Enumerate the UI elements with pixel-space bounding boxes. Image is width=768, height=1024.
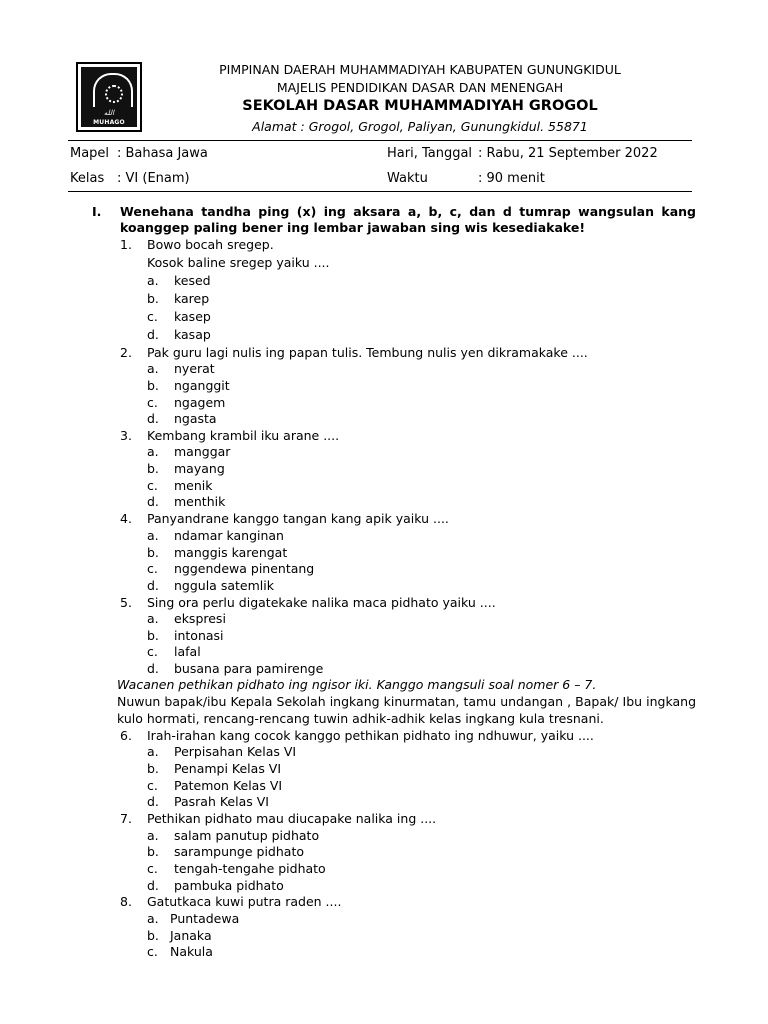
passage-line2: kulo hormati, rencang-rencang tuwin adhik-adhik kelas ingkang kula tresnani. <box>117 711 604 726</box>
option-letter: a. <box>147 911 159 926</box>
option-letter: a. <box>147 611 159 626</box>
option-text: sarampunge pidhato <box>174 844 304 859</box>
option-text: nganggit <box>174 378 230 393</box>
option-text: busana para pamirenge <box>174 661 324 676</box>
option-letter: d. <box>147 327 159 342</box>
school-address: Alamat : Grogol, Grogol, Paliyan, Gunungkidul. 55871 <box>252 119 588 134</box>
option-text: Pasrah Kelas VI <box>174 794 269 809</box>
option-text: nggendewa pinentang <box>174 561 315 576</box>
option-letter: c. <box>147 861 158 876</box>
mapel-label: Mapel <box>70 146 110 161</box>
question-number: 4. <box>120 511 132 526</box>
option-text: intonasi <box>174 628 224 643</box>
option-letter: a. <box>147 273 159 288</box>
question-text: Gatutkaca kuwi putra raden .... <box>147 894 342 909</box>
section-instruction-line1 <box>120 204 696 220</box>
option-text: Nakula <box>170 944 213 959</box>
option-letter: a. <box>147 528 159 543</box>
waktu-label: Waktu <box>387 171 428 186</box>
option-text: ngagem <box>174 395 226 410</box>
question-number: 8. <box>120 894 132 909</box>
option-letter: b. <box>147 844 159 859</box>
option-text: ndamar kanginan <box>174 528 284 543</box>
logo-sun-icon <box>105 85 123 103</box>
option-text: lafal <box>174 644 201 659</box>
option-text: menik <box>174 478 213 493</box>
option-text: Patemon Kelas VI <box>174 778 283 793</box>
option-text: Perpisahan Kelas VI <box>174 744 297 759</box>
option-letter: c. <box>147 309 158 324</box>
option-letter: c. <box>147 395 158 410</box>
question-text: Irah-irahan kang cocok kanggo pethikan pidhato ing ndhuwur, yaiku .... <box>147 728 594 743</box>
option-letter: d. <box>147 411 159 426</box>
passage-intro: Wacanen pethikan pidhato ing ngisor iki. Kanggo mangsuli soal nomer 6 – 7. <box>117 677 597 692</box>
option-letter: c. <box>147 778 158 793</box>
passage-line1-text: Nuwun bapak/ibu Kepala Sekolah ingkang kinurmatan, tamu undangan , Bapak/ Ibu ingkang <box>117 694 696 709</box>
logo-script: الله <box>103 109 115 117</box>
passage-line1 <box>117 694 696 710</box>
option-letter: b. <box>147 291 159 306</box>
question-number: 5. <box>120 595 132 610</box>
option-letter: c. <box>147 644 158 659</box>
option-letter: d. <box>147 578 159 593</box>
section-number: I. <box>92 204 102 219</box>
kelas-value: : VI (Enam) <box>117 171 190 186</box>
option-letter: c. <box>147 478 158 493</box>
option-text: ngasta <box>174 411 217 426</box>
question-number: 6. <box>120 728 132 743</box>
question-text: Kembang krambil iku arane .... <box>147 428 340 443</box>
question-text: Kosok baline sregep yaiku .... <box>147 255 330 270</box>
header-organization: PIMPINAN DAERAH MUHAMMADIYAH KABUPATEN GUNUNGKIDUL <box>219 62 621 77</box>
option-letter: d. <box>147 494 159 509</box>
option-text: karep <box>174 291 210 306</box>
option-text: Puntadewa <box>170 911 240 926</box>
option-text: nyerat <box>174 361 215 376</box>
school-name: SEKOLAH DASAR MUHAMMADIYAH GROGOL <box>242 98 598 114</box>
option-text: Janaka <box>170 928 212 943</box>
question-text: Pethikan pidhato mau diucapake nalika ing .... <box>147 811 437 826</box>
option-letter: a. <box>147 744 159 759</box>
instruction-text: Wenehana tandha ping (x) ing aksara a, b, c, dan d tumrap wangsulan kang <box>120 204 696 219</box>
question-text: Pak guru lagi nulis ing papan tulis. Tembung nulis yen dikramakake .... <box>147 345 588 360</box>
option-letter: a. <box>147 444 159 459</box>
question-text: Sing ora perlu digatekake nalika maca pidhato yaiku .... <box>147 595 496 610</box>
option-text: kasap <box>174 327 211 342</box>
mapel-value: : Bahasa Jawa <box>117 146 208 161</box>
option-text: salam panutup pidhato <box>174 828 320 843</box>
option-letter: b. <box>147 928 159 943</box>
option-letter: b. <box>147 545 159 560</box>
option-letter: d. <box>147 794 159 809</box>
question-number: 1. <box>120 237 132 252</box>
option-letter: a. <box>147 361 159 376</box>
option-text: menthik <box>174 494 226 509</box>
question-text: Bowo bocah sregep. <box>147 237 274 252</box>
meta-divider <box>68 191 692 192</box>
option-letter: d. <box>147 661 159 676</box>
option-text: Penampi Kelas VI <box>174 761 282 776</box>
option-text: nggula satemlik <box>174 578 274 593</box>
option-letter: b. <box>147 628 159 643</box>
hari-label: Hari, Tanggal <box>387 146 473 161</box>
option-letter: b. <box>147 461 159 476</box>
hari-value: : Rabu, 21 September 2022 <box>478 146 658 161</box>
section-instruction-line2: koanggep paling bener ing lembar jawaban sing wis kesediakake! <box>120 220 586 235</box>
header-council: MAJELIS PENDIDIKAN DASAR DAN MENENGAH <box>276 80 564 95</box>
school-logo <box>76 62 142 132</box>
waktu-value: : 90 menit <box>478 171 545 186</box>
header-divider <box>68 140 692 141</box>
option-text: manggar <box>174 444 231 459</box>
kelas-label: Kelas <box>70 171 105 186</box>
option-text: manggis karengat <box>174 545 288 560</box>
option-letter: b. <box>147 761 159 776</box>
option-letter: a. <box>147 828 159 843</box>
option-letter: d. <box>147 878 159 893</box>
logo-background <box>81 67 137 127</box>
logo-text: MUHAGO <box>93 119 125 126</box>
question-text: Panyandrane kanggo tangan kang apik yaiku .... <box>147 511 449 526</box>
option-text: pambuka pidhato <box>174 878 284 893</box>
question-number: 3. <box>120 428 132 443</box>
option-text: kasep <box>174 309 211 324</box>
option-text: tengah-tengahe pidhato <box>174 861 326 876</box>
option-letter: c. <box>147 944 158 959</box>
option-text: kesed <box>174 273 211 288</box>
option-text: ekspresi <box>174 611 226 626</box>
option-letter: c. <box>147 561 158 576</box>
option-text: mayang <box>174 461 225 476</box>
question-number: 7. <box>120 811 132 826</box>
question-number: 2. <box>120 345 132 360</box>
option-letter: b. <box>147 378 159 393</box>
